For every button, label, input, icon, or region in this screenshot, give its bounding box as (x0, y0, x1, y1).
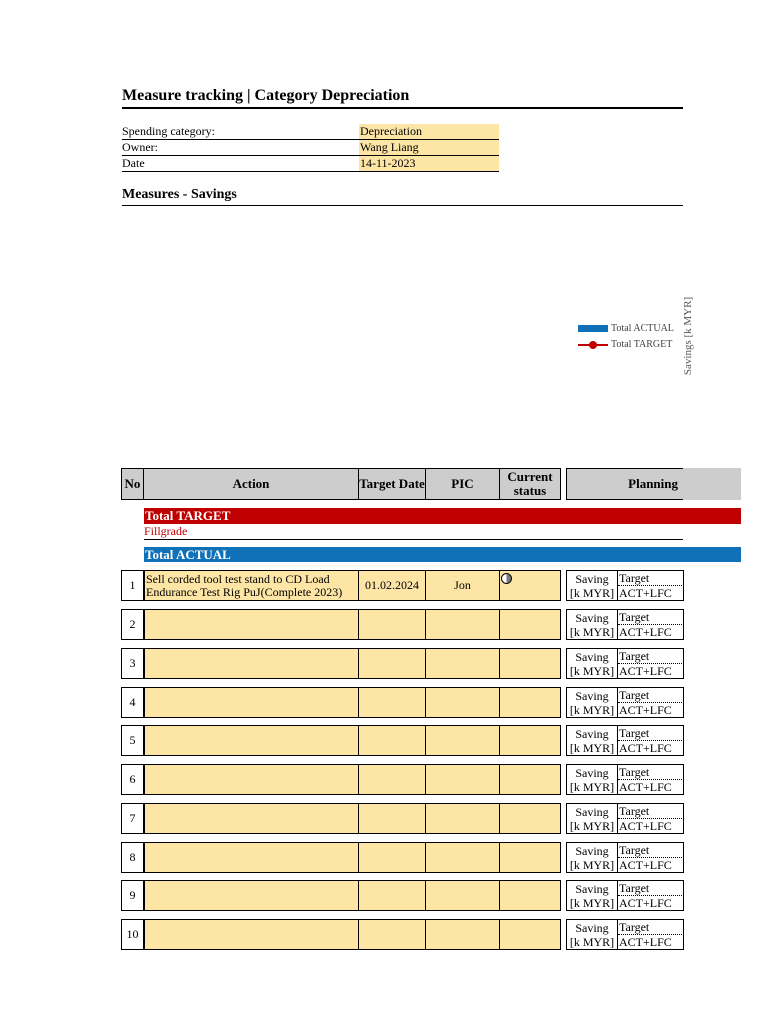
target-date-cell[interactable] (358, 842, 426, 873)
table-row (121, 764, 684, 795)
legend-swatch-actual (578, 325, 608, 332)
action-cell[interactable] (144, 648, 359, 679)
pic-cell[interactable] (425, 880, 500, 911)
plan-target[interactable]: Target (618, 571, 684, 586)
plan-act-lfc[interactable]: ACT+LFC (619, 896, 672, 910)
legend-label: Total TARGET (611, 339, 673, 350)
saving-label-line1: Saving (575, 727, 609, 741)
planning-cell (566, 648, 684, 679)
target-date-cell[interactable] (358, 919, 426, 950)
saving-label (567, 921, 617, 949)
col-header-status: Current status (499, 468, 561, 500)
total-actual-bar: Total ACTUAL (144, 547, 741, 562)
target-date-cell[interactable] (358, 764, 426, 795)
legend-swatch-target (578, 344, 608, 346)
saving-label-line2: [k MYR] (569, 858, 615, 872)
header-overflow (683, 468, 741, 500)
section-divider (122, 205, 683, 206)
saving-label-line2: [k MYR] (569, 586, 615, 600)
status-cell[interactable] (499, 725, 561, 756)
pic-cell[interactable] (425, 648, 500, 679)
planning-values (618, 843, 684, 872)
planning-values (618, 649, 684, 678)
plan-target[interactable]: Target (618, 649, 684, 664)
plan-act-lfc[interactable]: ACT+LFC (619, 703, 672, 717)
planning-values (618, 920, 684, 949)
action-cell[interactable] (144, 880, 359, 911)
saving-label-line1: Saving (575, 805, 609, 819)
table-row (121, 919, 684, 950)
pic-cell[interactable] (425, 803, 500, 834)
plan-act-lfc[interactable]: ACT+LFC (619, 858, 672, 872)
target-date-cell[interactable] (358, 803, 426, 834)
target-date-cell[interactable] (358, 725, 426, 756)
planning-cell (566, 880, 684, 911)
target-date-cell[interactable] (358, 609, 426, 640)
saving-label (567, 572, 617, 600)
action-cell[interactable] (144, 687, 359, 718)
saving-label-line1: Saving (575, 572, 609, 586)
plan-target[interactable]: Target (618, 610, 684, 625)
status-cell[interactable] (499, 648, 561, 679)
saving-label-line2: [k MYR] (569, 741, 615, 755)
saving-label (567, 727, 617, 755)
plan-act-lfc[interactable]: ACT+LFC (619, 780, 672, 794)
plan-act-lfc[interactable]: ACT+LFC (619, 741, 672, 755)
plan-act-lfc[interactable]: ACT+LFC (619, 625, 672, 639)
planning-cell (566, 919, 684, 950)
table-row (121, 880, 684, 911)
legend-marker-icon (589, 341, 597, 349)
planning-values (618, 571, 684, 600)
plan-target[interactable]: Target (618, 726, 684, 741)
meta-value-owner[interactable]: Wang Liang (359, 140, 499, 155)
legend-label: Total ACTUAL (611, 323, 674, 334)
target-date-cell[interactable]: 01.02.2024 (358, 570, 426, 601)
planning-cell (566, 764, 684, 795)
plan-target[interactable]: Target (618, 804, 684, 819)
plan-target[interactable]: Target (618, 765, 684, 780)
table-row (121, 609, 684, 640)
planning-cell (566, 687, 684, 718)
status-cell[interactable] (499, 919, 561, 950)
meta-label: Date (122, 156, 145, 170)
status-cell[interactable] (499, 609, 561, 640)
planning-values (618, 688, 684, 717)
planning-cell (566, 803, 684, 834)
col-header-no: No (121, 468, 144, 500)
total-target-bar: Total TARGET (144, 508, 741, 524)
meta-row-owner (122, 140, 499, 156)
pic-cell[interactable] (425, 764, 500, 795)
saving-label (567, 611, 617, 639)
saving-label-line2: [k MYR] (569, 664, 615, 678)
saving-label-line2: [k MYR] (569, 935, 615, 949)
plan-target[interactable]: Target (618, 881, 684, 896)
saving-label-line2: [k MYR] (569, 819, 615, 833)
status-cell[interactable] (499, 687, 561, 718)
col-header-pic: PIC (425, 468, 500, 500)
saving-label-line2: [k MYR] (569, 625, 615, 639)
status-cell[interactable] (499, 764, 561, 795)
saving-label-line1: Saving (575, 611, 609, 625)
action-cell[interactable] (144, 919, 359, 950)
fillgrade-label: Fillgrade (144, 524, 683, 540)
row-number: 7 (121, 803, 144, 834)
row-number: 2 (121, 609, 144, 640)
planning-values (618, 881, 684, 910)
col-header-planning: Planning (566, 468, 684, 500)
saving-label (567, 844, 617, 872)
saving-label-line2: [k MYR] (569, 703, 615, 717)
plan-act-lfc[interactable]: ACT+LFC (619, 586, 672, 600)
table-row (121, 803, 684, 834)
plan-target[interactable]: Target (618, 920, 684, 935)
saving-label (567, 766, 617, 794)
target-date-cell[interactable] (358, 648, 426, 679)
planning-cell (566, 842, 684, 873)
pic-cell[interactable] (425, 919, 500, 950)
planning-cell (566, 570, 684, 601)
saving-label-line1: Saving (575, 844, 609, 858)
table-row (121, 570, 684, 601)
planning-values (618, 765, 684, 794)
plan-act-lfc[interactable]: ACT+LFC (619, 664, 672, 678)
saving-label-line1: Saving (575, 766, 609, 780)
pic-cell[interactable] (425, 609, 500, 640)
row-number: 4 (121, 687, 144, 718)
saving-label-line1: Saving (575, 689, 609, 703)
title-divider (122, 107, 683, 109)
table-row (121, 725, 684, 756)
half-circle-icon (501, 573, 512, 584)
saving-label (567, 805, 617, 833)
action-cell[interactable] (144, 842, 359, 873)
meta-label: Spending category: (122, 124, 215, 138)
saving-label-line2: [k MYR] (569, 896, 615, 910)
saving-label (567, 882, 617, 910)
saving-label-line1: Saving (575, 650, 609, 664)
y-axis-label: Savings [k MYR] (682, 296, 694, 376)
row-number: 3 (121, 648, 144, 679)
target-date-cell[interactable] (358, 687, 426, 718)
row-number: 9 (121, 880, 144, 911)
planning-cell (566, 725, 684, 756)
legend-item-actual (578, 323, 674, 334)
planning-values (618, 726, 684, 755)
saving-label-line2: [k MYR] (569, 780, 615, 794)
table-row (121, 842, 684, 873)
action-cell[interactable] (144, 764, 359, 795)
row-number: 10 (121, 919, 144, 950)
saving-label (567, 650, 617, 678)
saving-label-line1: Saving (575, 921, 609, 935)
meta-label: Owner: (122, 140, 158, 154)
saving-label (567, 689, 617, 717)
table-row (121, 687, 684, 718)
pic-cell[interactable]: Jon (425, 570, 500, 601)
section-title: Measures - Savings (122, 187, 237, 202)
action-cell[interactable] (144, 725, 359, 756)
pic-cell[interactable] (425, 687, 500, 718)
plan-act-lfc[interactable]: ACT+LFC (619, 819, 672, 833)
meta-value-date[interactable]: 14-11-2023 (359, 156, 499, 171)
plan-act-lfc[interactable]: ACT+LFC (619, 935, 672, 949)
legend-item-target (578, 339, 672, 350)
plan-target[interactable]: Target (618, 688, 684, 703)
planning-values (618, 804, 684, 833)
plan-target[interactable]: Target (618, 843, 684, 858)
row-number: 8 (121, 842, 144, 873)
row-number: 6 (121, 764, 144, 795)
pic-cell[interactable] (425, 725, 500, 756)
meta-row-spending-category (122, 124, 499, 140)
meta-value-spending-category[interactable]: Depreciation (359, 124, 499, 139)
col-header-action: Action (143, 468, 359, 500)
target-date-cell[interactable] (358, 880, 426, 911)
status-cell[interactable] (499, 570, 561, 601)
page-title: Measure tracking | Category Depreciation (122, 87, 410, 104)
row-number: 1 (121, 570, 144, 601)
pic-cell[interactable] (425, 842, 500, 873)
saving-label-line1: Saving (575, 882, 609, 896)
planning-values (618, 610, 684, 639)
status-cell[interactable] (499, 842, 561, 873)
action-cell[interactable]: Sell corded tool test stand to CD Load Endurance Test Rig PuJ(Complete 2023) (144, 570, 359, 601)
col-header-target-date: Target Date (358, 468, 426, 500)
planning-cell (566, 609, 684, 640)
action-cell[interactable] (144, 803, 359, 834)
status-cell[interactable] (499, 803, 561, 834)
status-cell[interactable] (499, 880, 561, 911)
action-cell[interactable] (144, 609, 359, 640)
table-row (121, 648, 684, 679)
row-number: 5 (121, 725, 144, 756)
meta-row-date (122, 156, 499, 172)
